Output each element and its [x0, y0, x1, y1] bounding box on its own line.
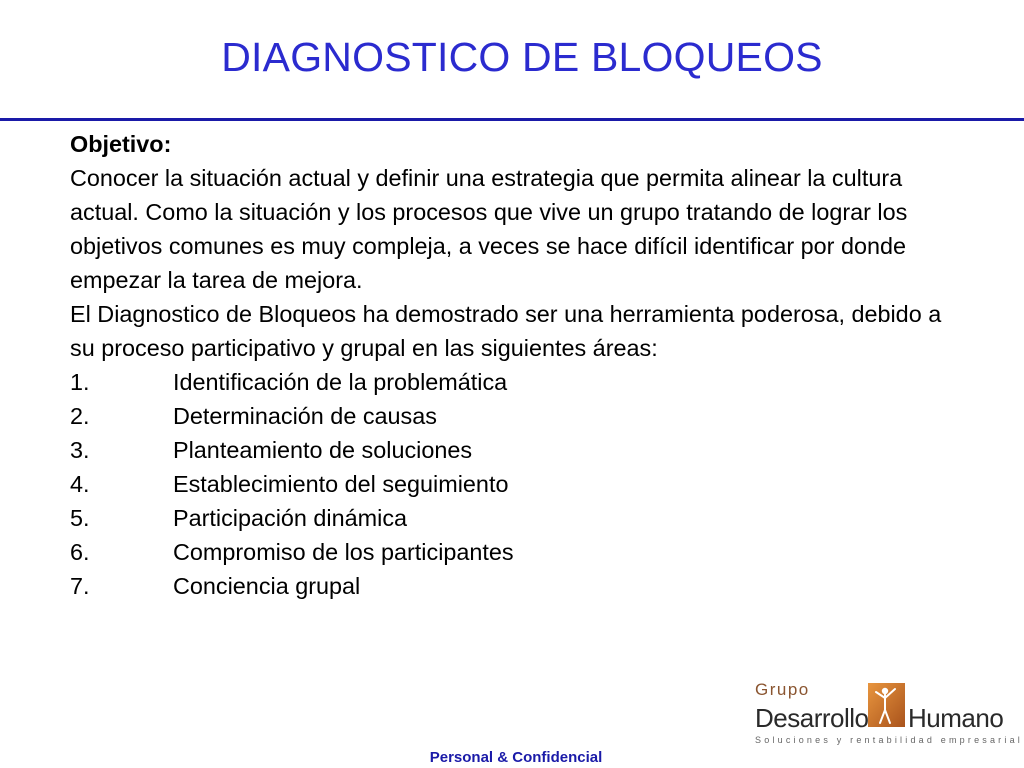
- list-item-text: Participación dinámica: [173, 505, 408, 531]
- slide-title: DIAGNOSTICO DE BLOQUEOS: [221, 34, 823, 80]
- logo-grupo-text: Grupo: [755, 680, 810, 699]
- list-item-text: Identificación de la problemática: [173, 369, 508, 395]
- objective-label: Objetivo:: [70, 131, 172, 157]
- list-item-number: 3.: [70, 437, 90, 463]
- list-item-number: 1.: [70, 369, 90, 395]
- list-item: [70, 467, 970, 501]
- list-item: [70, 569, 970, 603]
- footer-confidential: Personal & Confidencial: [429, 749, 603, 766]
- list-item: [70, 365, 970, 399]
- list-item-number: 6.: [70, 539, 90, 565]
- human-figure-icon: [868, 683, 905, 727]
- logo-tagline: Soluciones y rentabilidad empresarial: [755, 735, 1023, 745]
- list-item-number: 7.: [70, 573, 90, 599]
- list-item-text: Compromiso de los participantes: [173, 539, 514, 565]
- list-item-text: Establecimiento del seguimiento: [173, 471, 509, 497]
- areas-paragraph: El Diagnostico de Bloqueos ha demostrado ser una herramienta poderosa, debido a su proceso participativo y grupal en las siguientes áreas:: [70, 301, 942, 361]
- list-item: [70, 501, 970, 535]
- title-divider: [0, 118, 1024, 121]
- slide-body: [70, 127, 970, 603]
- list-item: [70, 433, 970, 467]
- list-item-number: 2.: [70, 403, 90, 429]
- list-item-text: Conciencia grupal: [173, 573, 361, 599]
- areas-list: [70, 365, 970, 603]
- objective-paragraph: Conocer la situación actual y definir una estrategia que permita alinear la cultura actual. Como la situación y los procesos que vive un grupo tratando de lograr los objetivos comunes es muy compleja, a veces se hace difícil identificar por donde empezar la tarea de mejora.: [70, 165, 908, 293]
- list-item-text: Planteamiento de soluciones: [173, 437, 473, 463]
- list-item: [70, 399, 970, 433]
- list-item-number: 5.: [70, 505, 90, 531]
- logo-humano-text: Humano: [908, 703, 1004, 733]
- logo-desarrollo-text: Desarrollo: [755, 703, 869, 733]
- list-item-text: Determinación de causas: [173, 403, 437, 429]
- list-item: [70, 535, 970, 569]
- list-item-number: 4.: [70, 471, 90, 497]
- company-logo: [755, 680, 1023, 747]
